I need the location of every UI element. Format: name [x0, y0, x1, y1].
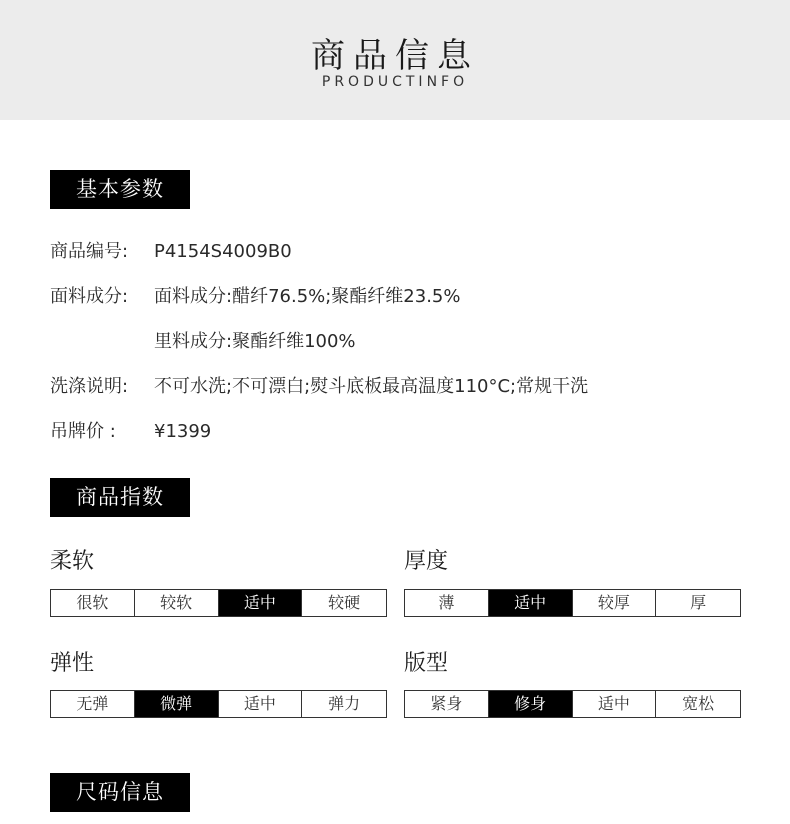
- wash-label: 洗涤说明:: [50, 376, 129, 397]
- fabric-lining-value: 里料成分:聚酯纤维100%: [154, 331, 356, 352]
- fabric-label: 面料成分:: [50, 286, 129, 307]
- page-subtitle: PRODUCTINFO: [321, 74, 469, 90]
- page-title: 商品信息: [311, 36, 479, 76]
- softness-option: 适中: [219, 590, 303, 616]
- product-code-label: 商品编号:: [50, 241, 129, 262]
- softness-option: 较硬: [302, 590, 386, 616]
- fabric-row: [50, 282, 461, 308]
- fabric-lining-row: [154, 327, 356, 353]
- section-title-size: 尺码信息: [50, 773, 190, 812]
- softness-option: 较软: [135, 590, 219, 616]
- section-title-index: 商品指数: [50, 478, 190, 517]
- index-title-softness: 柔软: [50, 549, 95, 574]
- index-title-thickness: 厚度: [404, 549, 449, 574]
- thickness-option: 薄: [405, 590, 489, 616]
- price-label: 吊牌价 :: [50, 421, 116, 442]
- product-code-row: [50, 237, 292, 263]
- thickness-option: 厚: [656, 590, 740, 616]
- fit-scale: [404, 690, 741, 718]
- fit-option: 适中: [573, 691, 657, 717]
- elasticity-option: 无弹: [51, 691, 135, 717]
- elasticity-option: 适中: [219, 691, 303, 717]
- softness-option: 很软: [51, 590, 135, 616]
- thickness-option: 较厚: [573, 590, 657, 616]
- price-row: [50, 417, 211, 443]
- elasticity-option: 微弹: [135, 691, 219, 717]
- thickness-option: 适中: [489, 590, 573, 616]
- thickness-scale: [404, 589, 741, 617]
- fit-option: 修身: [489, 691, 573, 717]
- fit-option: 紧身: [405, 691, 489, 717]
- fabric-outer-value: 面料成分:醋纤76.5%;聚酯纤维23.5%: [154, 286, 461, 307]
- product-code-value: P4154S4009B0: [154, 241, 292, 262]
- section-title-basic: 基本参数: [50, 170, 190, 209]
- softness-scale: [50, 589, 387, 617]
- price-value: ¥1399: [154, 421, 212, 442]
- index-title-elasticity: 弹性: [50, 651, 95, 676]
- index-title-fit: 版型: [404, 651, 449, 676]
- wash-value: 不可水洗;不可漂白;熨斗底板最高温度110°C;常规干洗: [154, 376, 589, 397]
- elasticity-scale: [50, 690, 387, 718]
- wash-row: [50, 372, 588, 398]
- elasticity-option: 弹力: [302, 691, 386, 717]
- page-header: [0, 0, 790, 120]
- fit-option: 宽松: [656, 691, 740, 717]
